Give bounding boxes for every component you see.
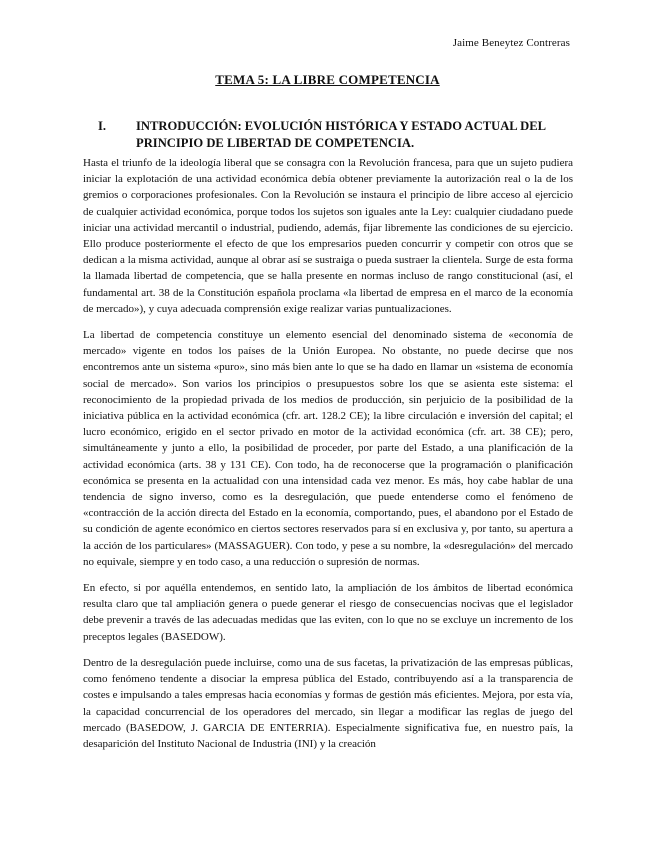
paragraph: La libertad de competencia constituye un elemento esencial del denominado sistema de «economía de mercado» vigente en todos los países de la Unión Europea. No obstante, no puede decirse que nos encontremos ante un sistema «puro», sino más bien ante lo que se ha dado en llamar un «sistema de economía social de mercado». Son varios los principios o presupuestos sobre los que se asienta este sistema: el reconocimiento de la propiedad privada de los medios de producción, sin perjuicio de la posibilidad de la iniciativa pública en la actividad económica (cfr. art. 128.2 CE); la libre circulación e inversión del capital; el lucro económico, erigido en el sector privado en motor de la actividad económica (cfr. art. 38 CE); pero, simultáneamente y junto a ello, la posibilidad de proceder, por parte del Estado, a una planificación de la actividad económica (arts. 38 y 131 CE). Con todo, ha de reconocerse que la programación o planificación económica se presenta en la actualidad con una intensidad cada vez menor. Es más, hoy cabe hablar de una tendencia de signo inverso, como es la desregulación, que puede entenderse como el fenómeno de «contracción de la acción directa del Estado en la economía, comportando, pues, el abandono por el Estado de su condición de agente económico en ciertos sectores reservados para sí en exclusiva y, por tanto, su apertura a la acción de los particulares» (MASSAGUER). Con todo, y pese a su nombre, la «desregulación» del mercado no equivale, siempre y en todo caso, a una reducción o supresión de normas. — [83, 329, 573, 568]
page-title: TEMA 5: LA LIBRE COMPETENCIA — [215, 72, 440, 87]
section-heading — [98, 118, 548, 152]
paragraph: Dentro de la desregulación puede incluirse, como una de sus facetas, la privatización de las empresas públicas, como fenómeno tendente a disociar la empresa pública del Estado, contribuyendo así a la transparencia de costes e impulsando a tales empresas hacia economías y formas de gestión más eficientes. Mejora, por esta vía, la capacidad concurrencial de los operadores del mercado, sin llegar a modificar las reglas de juego del mercado (BASEDOW, J. GARCIA DE ENTERRIA). Especialmente significativa fue, en nuestro país, la desaparición del Instituto Nacional de Industria (INI) y la creación — [83, 656, 573, 750]
paragraph: En efecto, si por aquélla entendemos, en sentido lato, la ampliación de los ámbitos de libertad económica resulta claro que tal ampliación genera o puede generar el riesgo de consecuencias nocivas que el legislador debe prevenir a través de las adecuadas medidas que las eviten, con lo que no se excluye un incremento de los preceptos legales (BASEDOW). — [83, 582, 573, 643]
section-number: I. — [98, 119, 107, 133]
paragraph: Hasta el triunfo de la ideología liberal que se consagra con la Revolución francesa, para que un sujeto pudiera iniciar la explotación de una actividad económica debía obtener previamente la autorización real o la de los gremios o corporaciones profesionales. Con la Revolución se instaura el principio de libre acceso al ejercicio de cualquier actividad económica, porque todos los sujetos son iguales ante la Ley: cualquier ciudadano puede iniciar una actividad mercantil o industrial, pudiendo, además, fijar libremente las condiciones de su ejercicio. Ello produce posteriormente el efecto de que los empresarios pueden concurrir y competir con otros que se dedican a la misma actividad, aunque al obrar así se sustraiga o pueda sustraer la clientela. Surge de esta forma la llamada libertad de competencia, que se halla presente en normas incluso de rango constitucional (así, el fundamental art. 38 de la Constitución española proclama «la libertad de empresa en el marco de la economía de mercado»), y cuya adecuada comprensión exige realizar varias puntualizaciones. — [83, 157, 573, 315]
document-body — [83, 155, 573, 762]
page-header-author: Jaime Beneytez Contreras — [452, 37, 570, 49]
section-heading-text: INTRODUCCIÓN: EVOLUCIÓN HISTÓRICA Y ESTADO ACTUAL DEL PRINCIPIO DE LIBERTAD DE COMPETENCIA. — [136, 119, 546, 150]
